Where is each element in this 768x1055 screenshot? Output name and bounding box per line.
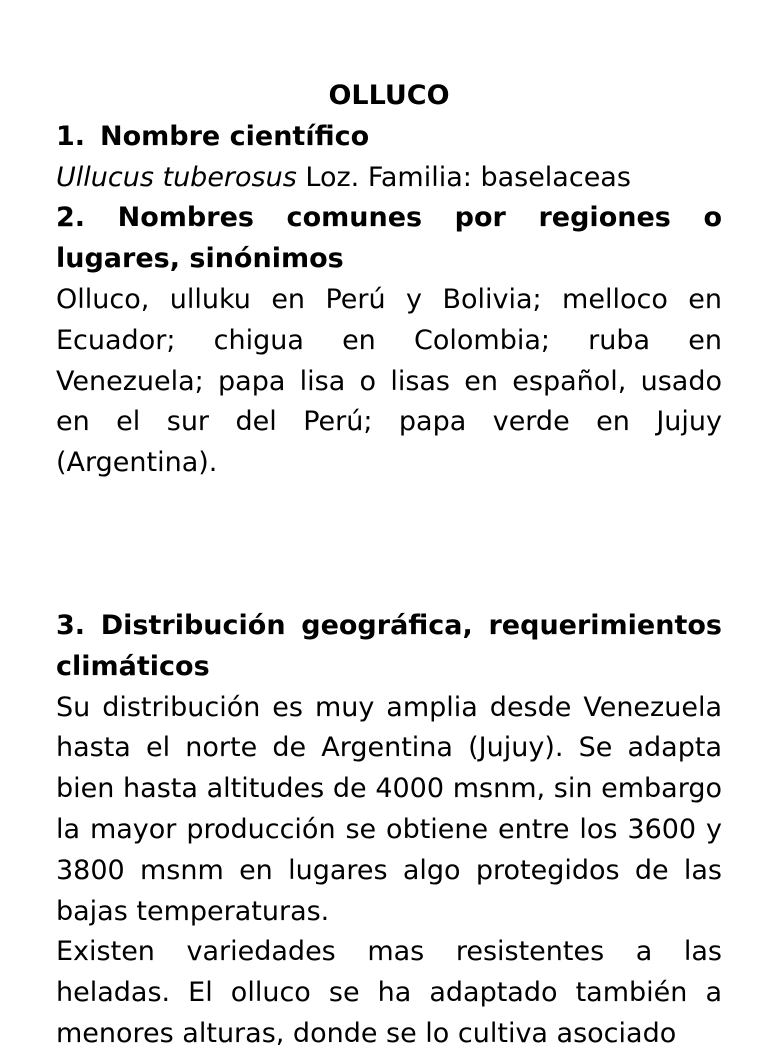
section-3-paragraph-1: Su distribución es muy amplia desde Venezuela hasta el norte de Argentina (Jujuy). Se adapta bien hasta altitudes de 4000 msnm, sin embargo la mayor producción se obtiene entre los 3600 y 3800 msnm en lugares algo protegidos de las bajas temperaturas. — [56, 691, 722, 927]
section-3-heading: 3. Distribución geográfica, requerimientos climáticos — [56, 609, 722, 682]
section-3-paragraph-2: Existen variedades mas resistentes a las heladas. El olluco se ha adaptado también a menores alturas, donde se lo cultiva asociado — [56, 936, 722, 1049]
document-title: OLLUCO — [328, 80, 450, 111]
section-2-heading: 2. Nombres comunes por regiones o lugares, sinónimos — [56, 202, 722, 275]
section-1-heading-text: Nombre científico — [100, 120, 370, 152]
section-2-body: Olluco, ulluku en Perú y Bolivia; melloco en Ecuador; chigua en Colombia; ruba en Venezuela; papa lisa o lisas en español, usado en el sur del Perú; papa verde en Jujuy (Argentina). — [56, 283, 722, 479]
blank-gap — [56, 484, 722, 606]
scientific-name-rest: Loz. Familia: baselaceas — [296, 161, 631, 193]
scientific-name-line — [56, 158, 722, 199]
section-1-heading — [56, 117, 722, 158]
document-page — [56, 76, 722, 1055]
section-1-number: 1. — [56, 120, 86, 152]
scientific-name: Ullucus tuberosus — [56, 161, 297, 193]
